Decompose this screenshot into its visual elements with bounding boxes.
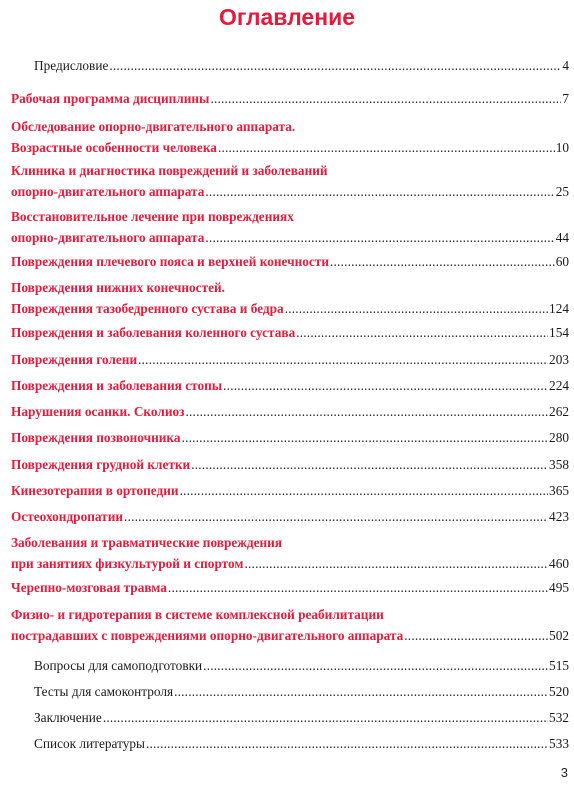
toc-entry-title: Вопросы для самоподготовки [34, 658, 203, 673]
toc-entry-title: Остеохондропатии [11, 509, 124, 524]
leader-dots [186, 402, 549, 423]
toc-entry[interactable] [11, 278, 569, 319]
toc-entry-title: Черепно-мозговая травма [11, 580, 167, 595]
leader-dots [191, 455, 548, 476]
toc-page-number: 262 [549, 404, 569, 419]
toc-page-number: 60 [555, 254, 569, 269]
toc-entry[interactable] [11, 252, 569, 273]
toc-page-number: 124 [549, 300, 569, 316]
leader-dots [146, 734, 548, 755]
toc-page-number: 224 [549, 378, 569, 393]
toc-entry-title: опорно-двигательного аппарата [11, 183, 205, 199]
toc-entry-title: Повреждения тазобедренного сустава и бедра [11, 300, 284, 316]
toc-page-number: 365 [549, 483, 569, 498]
toc-page-number: 154 [549, 325, 569, 340]
toc-entry-title: Тесты для самоконтроля [34, 684, 174, 699]
toc-entry-title: Рабочая программа дисциплины [11, 91, 210, 106]
leader-dots [138, 350, 548, 371]
toc-entry[interactable] [11, 402, 569, 423]
toc-entry-title: опорно-двигательного аппарата [11, 229, 205, 245]
toc-entry-title: Нарушения осанки. Сколиоз [11, 404, 185, 419]
toc-page-number: 358 [549, 457, 569, 472]
toc-entry[interactable] [11, 89, 569, 110]
leader-dots [205, 182, 554, 203]
toc-entry-title-line: Заболевания и травматические повреждения [11, 535, 283, 550]
leader-dots [124, 507, 548, 528]
toc-entry[interactable] [11, 578, 569, 599]
leader-dots [182, 428, 549, 449]
leader-dots [203, 656, 548, 677]
toc-entry[interactable] [11, 605, 569, 646]
toc-page-number: 25 [555, 183, 569, 199]
leader-dots [103, 708, 548, 729]
toc-entry-title: Повреждения голени [11, 352, 138, 367]
toc-entry-title-line: Повреждения нижних конечностей. [11, 280, 226, 295]
toc-entry[interactable] [11, 507, 569, 528]
toc-entry-title: Возрастные особенности человека [11, 139, 217, 155]
toc-entry-title: Кинезотерапия в ортопедии [11, 483, 179, 498]
toc-page-number: 280 [549, 430, 569, 445]
toc-entry[interactable] [11, 117, 569, 158]
toc-page-number: 44 [555, 229, 569, 245]
leader-dots [109, 56, 561, 77]
leader-dots [205, 228, 554, 249]
toc-entry-title: Повреждения и заболевания коленного сустава [11, 325, 296, 340]
toc-page-number: 533 [549, 736, 569, 751]
leader-dots [223, 376, 548, 397]
toc-page-number: 423 [549, 509, 569, 524]
toc-entry-title: Повреждения грудной клетки [11, 457, 191, 472]
toc-entry-title: Список литературы [34, 736, 145, 751]
toc-entry[interactable] [34, 56, 569, 77]
leader-dots [404, 626, 548, 647]
toc-entry[interactable] [11, 428, 569, 449]
toc-page-number: 10 [555, 139, 569, 155]
toc-entry-title: при занятиях физкультурой и спортом [11, 555, 244, 571]
toc-entry[interactable] [11, 350, 569, 371]
toc-entry-title-line: Физио- и гидротерапия в системе комплексной реабилитации [11, 607, 384, 622]
leader-dots [210, 89, 561, 110]
toc-page-number: 203 [549, 352, 569, 367]
toc-entry[interactable] [11, 481, 569, 502]
page-title: Оглавление [218, 4, 356, 30]
page-number: 3 [560, 765, 568, 780]
leader-dots [174, 682, 548, 703]
toc-page-number: 460 [549, 555, 569, 571]
leader-dots [168, 578, 548, 599]
toc-entry-title: Повреждения позвоночника [11, 430, 181, 445]
toc-entry[interactable] [11, 207, 569, 248]
toc-page-number: 515 [549, 658, 569, 673]
toc-page-number: 4 [562, 58, 569, 73]
toc-entry[interactable] [11, 376, 569, 397]
toc-entry[interactable] [11, 455, 569, 476]
leader-dots [285, 299, 548, 320]
leader-dots [245, 554, 549, 575]
toc-page-number: 502 [549, 627, 569, 643]
leader-dots [296, 323, 548, 344]
toc-page-number: 520 [549, 684, 569, 699]
toc-entry-title-line: Обследование опорно-двигательного аппарата. [11, 119, 296, 134]
toc-entry-title-line: Клиника и диагностика повреждений и заболеваний [11, 163, 328, 178]
toc-entry[interactable] [34, 682, 569, 703]
toc-page-number: 495 [549, 580, 569, 595]
toc-entry[interactable] [34, 656, 569, 677]
toc-entry-title: Повреждения и заболевания стопы [11, 378, 223, 393]
toc-page-number: 532 [549, 710, 569, 725]
toc-entry[interactable] [11, 161, 569, 202]
toc-entry[interactable] [11, 533, 569, 574]
leader-dots [218, 138, 555, 159]
leader-dots [330, 252, 555, 273]
toc-page-number: 7 [562, 91, 569, 106]
toc-entry[interactable] [34, 708, 569, 729]
leader-dots [180, 481, 548, 502]
toc-entry-title: Предисловие [34, 58, 109, 73]
toc-entry-title: Заключение [34, 710, 102, 725]
toc-entry-title: Повреждения плечевого пояса и верхней конечности [11, 254, 329, 269]
toc-entry-title-line: Восстановительное лечение при повреждениях [11, 209, 294, 224]
toc-entry[interactable] [34, 734, 569, 755]
toc-entry-title: пострадавших с повреждениями опорно-двигательного аппарата [11, 627, 404, 643]
toc-entry[interactable] [11, 323, 569, 344]
